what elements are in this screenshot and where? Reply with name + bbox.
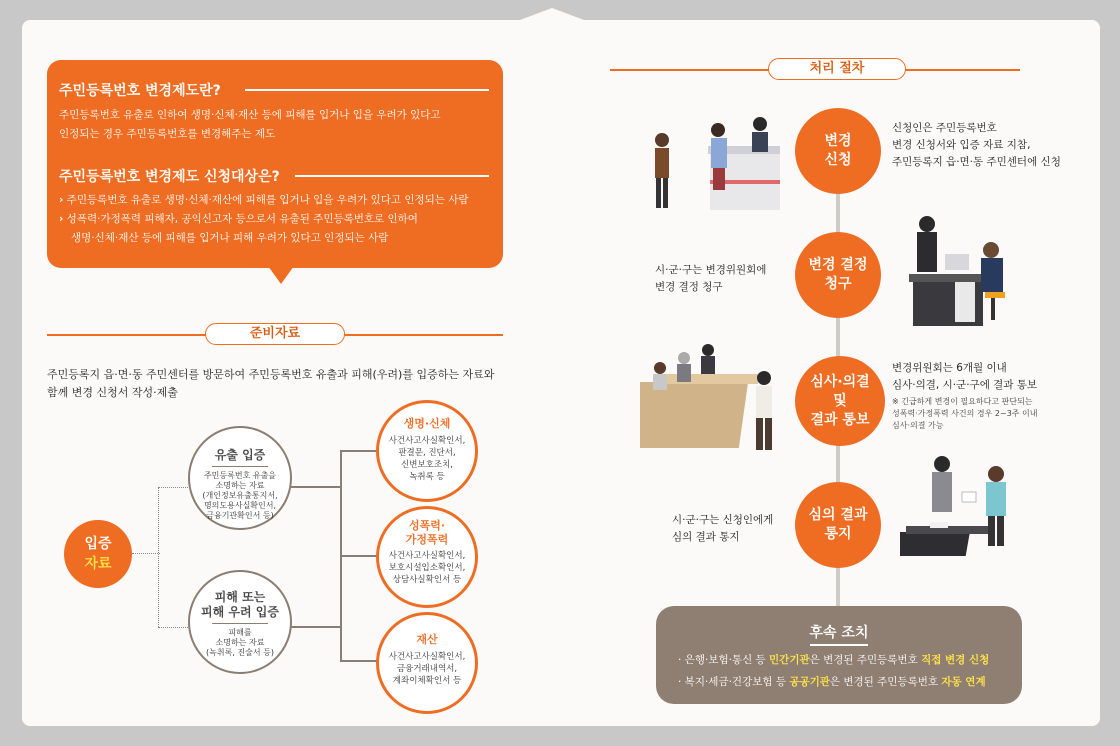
q1-rule [245,89,489,91]
leak-proof-lines: 주민등록번호 유출을 소명하는 자료 (개인정보유출통지서, 명의도용사실확인서, 금융기관확인서 등) [202,471,278,520]
evidence-circle: 입증 자료 [64,520,132,588]
desk-meeting-illustration [905,210,1015,330]
category-life-body: 생명·신체 사건사고사실확인서, 판결문, 진단서, 신변보호조치, 녹취록 등 [376,400,478,502]
followup-rule [810,644,868,646]
step-review-text: 변경위원회는 6개월 이내 심사·의결, 시·군·구에 결과 통보 [892,362,1038,391]
connector [158,487,159,627]
followup-line-2: · 복지·세금·건강보험 등 공공기관은 변경된 주민등록번호 자동 연계 [678,676,986,688]
bullet-icon: › [59,194,64,206]
q1-body-1: 주민등록번호 유출로 인하여 생명·신체·재산 등에 피해를 입거나 입을 우려가 있다고 [59,109,441,121]
category-sexual-domestic-violence: 성폭력· 가정폭력 사건사고사실확인서, 보호시설입소확인서, 상담사실확인서 등 [376,506,478,608]
connector [288,626,340,628]
connector [158,627,192,628]
step-apply: 변경 신청 [795,108,881,194]
followup-line-1: · 은행·보험·통신 등 민간기관은 변경된 주민등록번호 직접 변경 신청 [678,654,990,666]
step-apply-text: 신청인은 주민등록번호 변경 신청서와 입증 자료 지참, 주민등록지 읍·면·동 주민센터에 신청 [892,122,1061,168]
step-request-decision: 변경 결정 청구 [795,232,881,318]
followup-box [656,606,1022,704]
damage-proof-circle: 피해 또는 피해 우려 입증 피해를 소명하는 자료 (녹취록, 진술서 등) [188,570,292,674]
connector [288,486,340,488]
q2-title: 주민등록번호 변경제도 신청대상은? [59,169,280,185]
q1-title: 주민등록번호 변경제도란? [59,83,221,99]
committee-illustration [640,340,785,460]
connector [340,660,378,662]
damage-proof-lines: 피해를 소명하는 자료 (녹취록, 진술서 등) [206,628,274,657]
q2-rule [295,175,489,177]
q2-item-2: › 성폭력·가정폭력 피해자, 공익신고자 등으로서 유출된 주민등록번호로 인하여 [59,213,418,225]
step-request-text: 시·군·구는 변경위원회에 변경 결정 청구 [655,264,767,293]
connector [340,555,378,557]
step-result-notice: 심의 결과 통지 [795,482,881,568]
step-review-notify: 심사·의결 및 결과 통보 [795,356,885,446]
connector [340,450,378,452]
counter-illustration [650,110,780,220]
prep-desc-2: 함께 변경 신청서 작성·제출 [47,386,178,399]
bullet-icon: › [59,213,64,225]
followup-title: 후속 조치 [809,625,869,641]
q1-body-2: 인정되는 경우 주민등록번호를 변경해주는 제도 [59,128,276,140]
process-title: 처리 절차 [768,58,906,80]
handover-illustration [900,452,1020,572]
page-notch [520,8,584,38]
q2-item-2-cont: 생명·신체·재산 등에 피해를 입거나 피해 우려가 있다고 인정되는 사람 [71,232,389,244]
step-review-note: ※ 긴급하게 변경이 필요하다고 판단되는 성폭력·가정폭력 사건의 경우 2~3주 이내 심사·의결 가능 [892,397,1038,430]
prep-title: 준비자료 [205,323,345,345]
category-property: 재산 사건사고사실확인서, 금융거래내역서, 계좌이체확인서 등 [376,612,478,714]
connector [158,487,192,488]
intro-box [47,60,503,268]
q2-item-1: › 주민등록번호 유출로 생명·신체·재산에 피해를 입거나 입을 우려가 있다고 인정되는 사람 [59,194,469,206]
leak-proof-circle: 유출 입증 주민등록번호 유출을 소명하는 자료 (개인정보유출통지서, 명의도용사실확인서, 금융기관확인서 등) [188,426,292,530]
step-result-text: 시·군·구는 신청인에게 심의 결과 통지 [672,514,774,543]
connector [132,553,160,554]
intro-box-tail [268,266,294,284]
prep-desc-1: 주민등록지 읍·면·동 주민센터를 방문하여 주민등록번호 유출과 피해(우려)를 입증하는 자료와 [47,368,495,381]
